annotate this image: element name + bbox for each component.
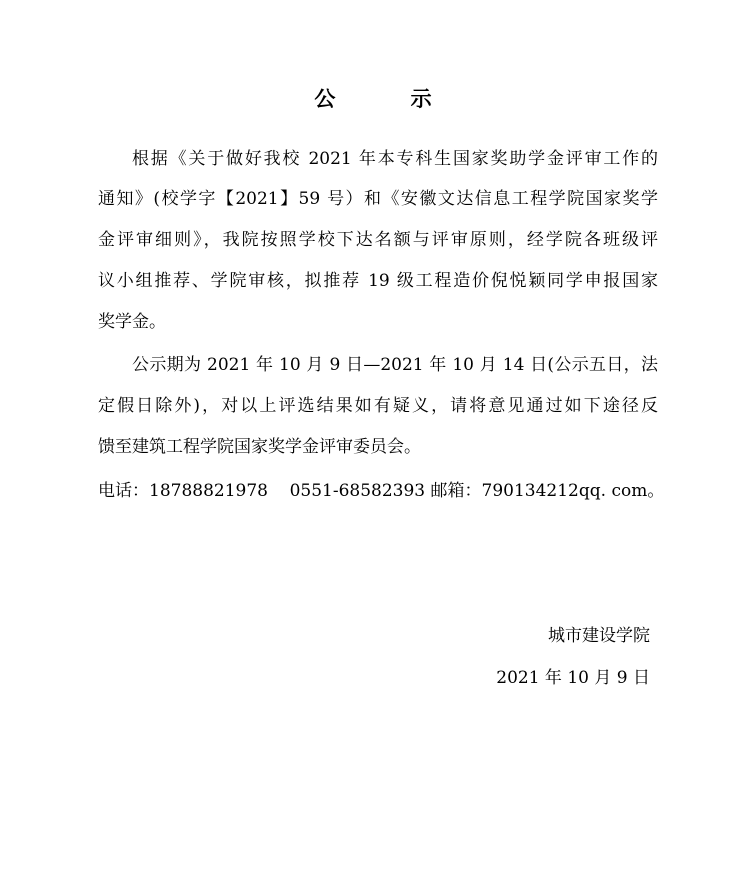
signature-organization: 城市建设学院: [548, 626, 650, 646]
paragraph-1-line-3: 金评审细则》，我院按照学校下达名额与评审原则，经学院各班级评: [98, 230, 658, 250]
document-title: 公 示: [314, 86, 466, 111]
paragraph-2-line-1: 公示期为 2021 年 10 月 9 日—2021 年 10 月 14 日(公示五日，法: [132, 355, 658, 375]
paragraph-1-line-2: 通知》(校学字【2021】59 号）和《安徽文达信息工程学院国家奖学: [98, 189, 658, 209]
paragraph-2-line-2: 定假日除外)，对以上评选结果如有疑义，请将意见通过如下途径反: [98, 396, 658, 416]
paragraph-1-line-5: 奖学金。: [98, 312, 166, 332]
paragraph-1-line-1: 根据《关于做好我校 2021 年本专科生国家奖助学金评审工作的: [132, 149, 658, 169]
paragraph-2-line-3: 馈至建筑工程学院国家奖学金评审委员会。: [98, 437, 421, 457]
contact-line: 电话：18788821978 0551-68582393 邮箱：790134212qq. com。: [98, 481, 665, 501]
signature-date: 2021 年 10 月 9 日: [496, 668, 650, 688]
paragraph-1-line-4: 议小组推荐、学院审核，拟推荐 19 级工程造价倪悦颖同学申报国家: [98, 271, 658, 291]
